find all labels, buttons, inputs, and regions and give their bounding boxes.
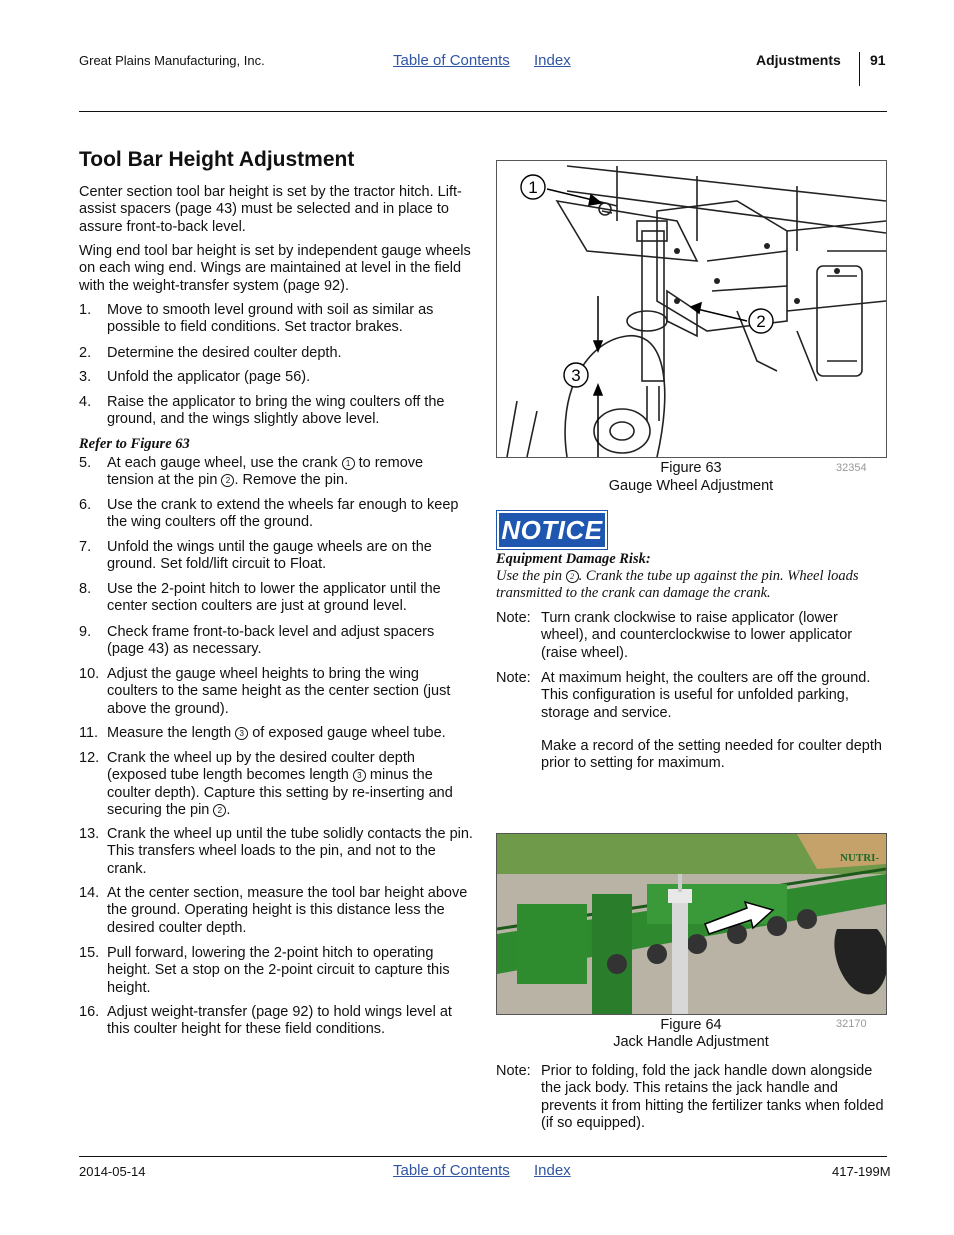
step-number: 3. — [79, 369, 92, 385]
step-number: 14. — [79, 885, 100, 901]
callout-2-icon: 2 — [213, 804, 226, 817]
callout-2-icon: 2 — [566, 570, 579, 583]
footer-rule — [79, 1156, 887, 1157]
note-label: Note: — [496, 1063, 531, 1079]
figure-63-caption: Gauge Wheel Adjustment — [608, 478, 774, 494]
step-text: Adjust weight-transfer (page 92) to hold wings level at this coulter height for these field conditions. — [107, 1004, 452, 1038]
note-text: Prior to folding, fold the jack handle down alongside the jack body. This retains the jack handle and prevents it from hitting the fertilizer tanks when folded (if so equipped). — [541, 1063, 884, 1131]
step-text: Move to smooth level ground with soil as similar as possible to field conditions. Set tractor brakes. — [107, 302, 434, 336]
step-number: 12. — [79, 750, 100, 766]
step-number: 11. — [79, 725, 99, 741]
notice-body: Use the pin 2 . Crank the tube up against the pin. Wheel loads transmitted to the crank can damage the crank. — [496, 568, 859, 601]
figure-64-number: 32170 — [836, 1018, 867, 1030]
step-text: Determine the desired coulter depth. — [107, 345, 342, 361]
notice-badge: NOTICE — [497, 511, 607, 549]
index-link-header[interactable]: Index — [534, 52, 571, 69]
document-number: 417-199M — [832, 1164, 891, 1179]
step-number: 6. — [79, 497, 92, 513]
figure-reference: Refer to Figure 63 — [79, 436, 190, 452]
step-number: 9. — [79, 624, 92, 640]
figure-63-number: 32354 — [836, 462, 867, 474]
figure-64-caption: Jack Handle Adjustment — [613, 1034, 769, 1050]
step-text: Unfold the applicator (page 56). — [107, 369, 311, 385]
header-divider — [859, 52, 860, 86]
step-text: Use the crank to extend the wheels far enough to keep the wing coulters off the ground. — [107, 497, 459, 531]
step-text: Pull forward, lowering the 2-point hitch to operating height. Set a stop on the 2-point circuit to capture this height. — [107, 945, 450, 996]
company-name: Great Plains Manufacturing, Inc. — [79, 53, 265, 68]
toc-link-header[interactable]: Table of Contents — [393, 52, 510, 69]
section-name: Adjustments — [756, 52, 841, 68]
toc-link-footer[interactable]: Table of Contents — [393, 1162, 510, 1179]
page-number: 91 — [870, 52, 886, 68]
figure-64-label: Figure 64 — [660, 1017, 722, 1033]
step-number: 5. — [79, 455, 92, 471]
step-number: 4. — [79, 394, 92, 410]
callout-2-label: 2 — [756, 312, 766, 331]
step-number: 10. — [79, 666, 100, 682]
header-rule — [79, 111, 887, 112]
callout-3-label: 3 — [571, 366, 581, 385]
figure-64-image — [496, 833, 887, 1015]
callout-3-icon: 3 — [235, 727, 248, 740]
photo-brand-text: NUTRI- — [840, 852, 880, 864]
step-number: 1. — [79, 302, 92, 318]
note-text: Turn crank clockwise to raise applicator (lower wheel), and counterclockwise to lower applicator (raise wheel). — [541, 610, 853, 661]
step-number: 16. — [79, 1004, 100, 1020]
callout-1-label: 1 — [528, 178, 538, 197]
note-text: At maximum height, the coulters are off the ground. This configuration is useful for unfolded parking, storage and service. — [541, 670, 871, 721]
step-number: 7. — [79, 539, 92, 555]
page-title: Tool Bar Height Adjustment — [79, 148, 355, 171]
step-text: Measure the length 3 of exposed gauge wheel tube. — [107, 725, 446, 741]
step-text: Raise the applicator to bring the wing coulters off the ground, and the wings slightly above level. — [107, 394, 445, 428]
step-number: 2. — [79, 345, 92, 361]
footer-date: 2014-05-14 — [79, 1164, 146, 1179]
callout-2-icon: 2 — [221, 474, 234, 487]
step-text: Crank the wheel up until the tube solidly contacts the pin. This transfers wheel loads to the pin, and not to the crank. — [107, 826, 473, 877]
step-text: Adjust the gauge wheel heights to bring the wing coulters to the same height as the center section (just above the ground). — [107, 666, 451, 717]
callout-3-icon: 3 — [353, 769, 366, 782]
intro-paragraph-2: Wing end tool bar height is set by independent gauge wheels on each wing end. Wings are maintained at level in the field with the weight-transfer system (page 92). — [79, 243, 471, 294]
figure-63-image — [496, 160, 887, 458]
note-label: Note: — [496, 670, 531, 686]
figure-63-label: Figure 63 — [660, 460, 722, 476]
step-text: At each gauge wheel, use the crank 1 to remove tension at the pin 2 . Remove the pin. — [107, 455, 424, 489]
callout-1-icon: 1 — [342, 457, 355, 470]
intro-paragraph-1: Center section tool bar height is set by the tractor hitch. Lift-assist spacers (page 43) must be selected and in place to assure front-to-back level. — [79, 184, 462, 235]
step-text: Use the 2-point hitch to lower the applicator until the center section coulters are just at ground level. — [107, 581, 441, 615]
step-text: Crank the wheel up by the desired coulter depth (exposed tube length becomes length 3 minus the coulter depth). Capture this setting by re-inserting and securing the pin 2 . — [107, 750, 453, 818]
index-link-footer[interactable]: Index — [534, 1162, 571, 1179]
step-text: Check frame front-to-back level and adjust spacers (page 43) as necessary. — [107, 624, 435, 658]
step-number: 15. — [79, 945, 100, 961]
step-text: Unfold the wings until the gauge wheels are on the ground. Set fold/lift circuit to Float. — [107, 539, 432, 573]
notice-heading: Equipment Damage Risk: — [496, 551, 651, 567]
step-number: 13. — [79, 826, 100, 842]
step-text: At the center section, measure the tool bar height above the ground. Operating height is this distance less the desired coulter depth. — [107, 885, 468, 936]
note-label: Note: — [496, 610, 531, 626]
step-number: 8. — [79, 581, 92, 597]
